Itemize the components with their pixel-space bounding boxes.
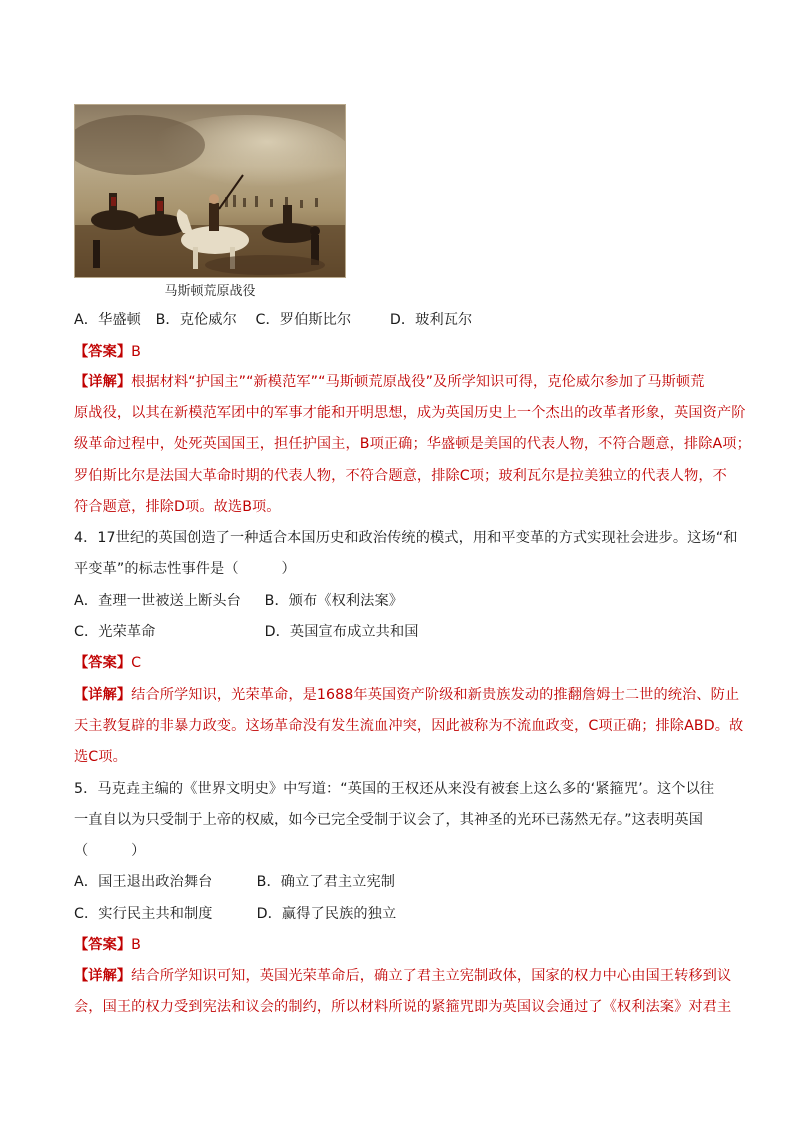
battle-painting-image [74, 104, 346, 278]
q3-option-b: B．克伦威尔 [155, 312, 237, 328]
q5-option-c: C．实行民主共和制度 [74, 906, 213, 922]
answer-tag: 【答案】 [74, 937, 132, 953]
q3-answer-value: B [131, 344, 141, 360]
q4-stem-line-2: 平变革”的标志性事件是（ ） [74, 561, 296, 577]
q4-explain-line-1: 【详解】结合所学知识，光荣革命，是1688年英国资产阶级和新贵族发动的推翻詹姆士二世的统治、防止 [74, 687, 740, 703]
q4-option-d: D．英国宣布成立共和国 [264, 624, 419, 640]
q4-stem-line-1: 4．17世纪的英国创造了一种适合本国历史和政治传统的模式，用和平变革的方式实现社会进步。这场“和 [74, 530, 738, 546]
q5-option-a: A．国王退出政治舞台 [74, 874, 213, 890]
q5-explain-line-2: 会，国王的权力受到宪法和议会的制约，所以材料所说的紧箍咒即为英国议会通过了《权利法案》对君主 [74, 999, 732, 1015]
q4-answer-value: C [131, 655, 142, 671]
q5-explain-line-1: 【详解】结合所学知识可知，英国光荣革命后，确立了君主立宪制政体，国家的权力中心由国王转移到议 [74, 968, 732, 984]
q3-option-a: A．华盛顿 [74, 312, 141, 328]
figure-caption: 马斯顿荒原战役 [164, 284, 256, 299]
q5-answer-value: B [131, 937, 141, 953]
q4-explain-line-2: 天主教复辟的非暴力政变。这场革命没有发生流血冲突，因此被称为不流血政变，C项正确；排除ABD。故 [74, 718, 744, 734]
q5-stem-line-3: （ ） [74, 843, 146, 859]
q4-options-row-2 [74, 622, 419, 642]
q5-stem-line-1: 5．马克垚主编的《世界文明史》中写道：“英国的王权还从来没有被套上这么多的‘紧箍咒’。这个以往 [74, 781, 715, 797]
q5-option-b: B．确立了君主立宪制 [256, 874, 396, 890]
q4-answer [74, 653, 141, 673]
q4-option-c: C．光荣革命 [74, 624, 156, 640]
explain-tag: 【详解】 [74, 374, 132, 390]
explain-tag: 【详解】 [74, 968, 132, 984]
q3-explain-line-3: 级革命过程中，处死英国国王，担任护国主，B项正确；华盛顿是美国的代表人物，不符合题意，排除A项； [74, 436, 751, 452]
q3-option-d: D．玻利瓦尔 [389, 312, 473, 328]
q3-explain-line-1: 【详解】根据材料“护国主”“新模范军”“马斯顿荒原战役”及所学知识可得，克伦威尔参加了马斯顿荒 [74, 374, 705, 390]
q4-option-b: B．颁布《权利法案》 [264, 593, 404, 609]
q4-options-row-1 [74, 591, 403, 611]
q5-stem-line-2: 一直自以为只受制于上帝的权威，如今已完全受制于议会了，其神圣的光环已荡然无存。”这表明英国 [74, 812, 704, 828]
q3-explain-line-5: 符合题意，排除D项。故选B项。 [74, 499, 281, 515]
q3-explain-line-2: 原战役，以其在新模范军团中的军事才能和开明思想，成为英国历史上一个杰出的改革者形象，英国资产阶 [74, 405, 746, 421]
q3-answer [74, 342, 141, 362]
q3-options [74, 310, 472, 330]
answer-tag: 【答案】 [74, 344, 132, 360]
answer-tag: 【答案】 [74, 655, 132, 671]
q4-option-a: A．查理一世被送上断头台 [74, 593, 241, 609]
q5-options-row-2 [74, 904, 396, 924]
explain-tag: 【详解】 [74, 687, 132, 703]
battle-figure [74, 104, 346, 304]
q3-explain-line-4: 罗伯斯比尔是法国大革命时期的代表人物，不符合题意，排除C项；玻利瓦尔是拉美独立的代表人物，不 [74, 468, 727, 484]
q4-explain-line-3: 选C项。 [74, 749, 127, 765]
q3-option-c: C．罗伯斯比尔 [255, 312, 352, 328]
q5-option-d: D．赢得了民族的独立 [256, 906, 397, 922]
q5-options-row-1 [74, 872, 395, 892]
q5-answer [74, 935, 141, 955]
